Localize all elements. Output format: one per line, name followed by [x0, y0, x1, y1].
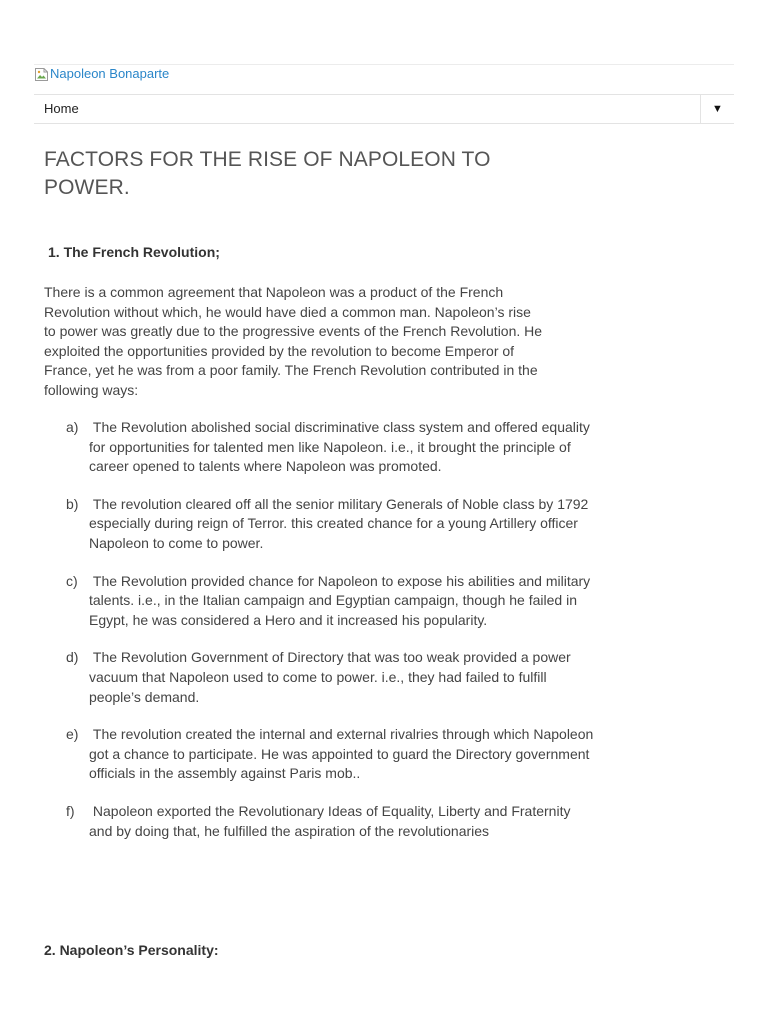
factor-text: Napoleon exported the Revolutionary Ideas of Equality, Liberty and Fraternity and by doing that, he fulfilled the aspiration of the revolutionaries: [89, 802, 575, 839]
factor-marker: f): [66, 802, 75, 819]
factor-list-item: [66, 802, 596, 841]
caret-down-icon: ▼: [712, 103, 723, 115]
section-heading-napoleon-personality: 2. Napoleon’s Personality:: [44, 942, 219, 958]
factor-marker: a): [66, 419, 79, 435]
factor-text: The revolution created the internal and external rivalries through which Napoleon got a chance to participate. He was appointed to guard the Directory government officials in the assembly against Paris mob..: [89, 726, 598, 782]
factor-list-item: [66, 725, 596, 784]
site-logo-link[interactable]: [34, 66, 169, 82]
top-divider: [34, 64, 734, 65]
section-intro-paragraph: There is a common agreement that Napoleon was a product of the French Revolution without which, he would have died a common man. Napoleon’s rise to power was greatly due to the progressive events of the French Revolution. He exploited the opportunities provided by the revolution to become Emperor of France, yet he was from a poor family. The French Revolution contributed in the following ways:: [44, 284, 543, 398]
factor-text: The Revolution provided chance for Napoleon to expose his abilities and military talents. i.e., in the Italian campaign and Egyptian campaign, though he failed in Egypt, he was considered a Hero and it increased his popularity.: [89, 572, 595, 628]
factor-text: The revolution cleared off all the senior military Generals of Noble class by 1792 especially during reign of Terror. this created chance for a young Artillery officer Napoleon to come to power.: [89, 495, 593, 551]
site-logo-alt-text: Napoleon Bonaparte: [50, 66, 170, 81]
broken-image-icon: [34, 67, 49, 82]
page-title: FACTORS FOR THE RISE OF NAPOLEON TO POWER.: [44, 148, 491, 199]
factor-text: The Revolution Government of Directory that was too weak provided a power vacuum that Napoleon used to come to power. i.e., they had failed to fulfill people’s demand.: [89, 649, 575, 705]
section-heading-french-revolution: 1. The French Revolution;: [48, 244, 220, 260]
factor-list-item: [66, 418, 596, 477]
factors-list: [66, 418, 596, 859]
factor-list-item: [66, 648, 596, 707]
factor-marker: c): [66, 572, 78, 589]
factor-marker: b): [66, 495, 79, 512]
factor-text: The Revolution abolished social discriminative class system and offered equality for opportunities for talented men like Napoleon. i.e., it brought the principle of career opened to talents where Napoleon was promoted.: [89, 419, 594, 475]
nav-item-home[interactable]: Home: [44, 101, 79, 116]
factor-marker: d): [66, 649, 79, 666]
nav-dropdown-toggle[interactable]: [700, 94, 734, 124]
navigation-bar: [34, 94, 734, 124]
factor-marker: e): [66, 726, 79, 743]
factor-list-item: [66, 495, 596, 554]
factor-list-item: [66, 572, 596, 631]
